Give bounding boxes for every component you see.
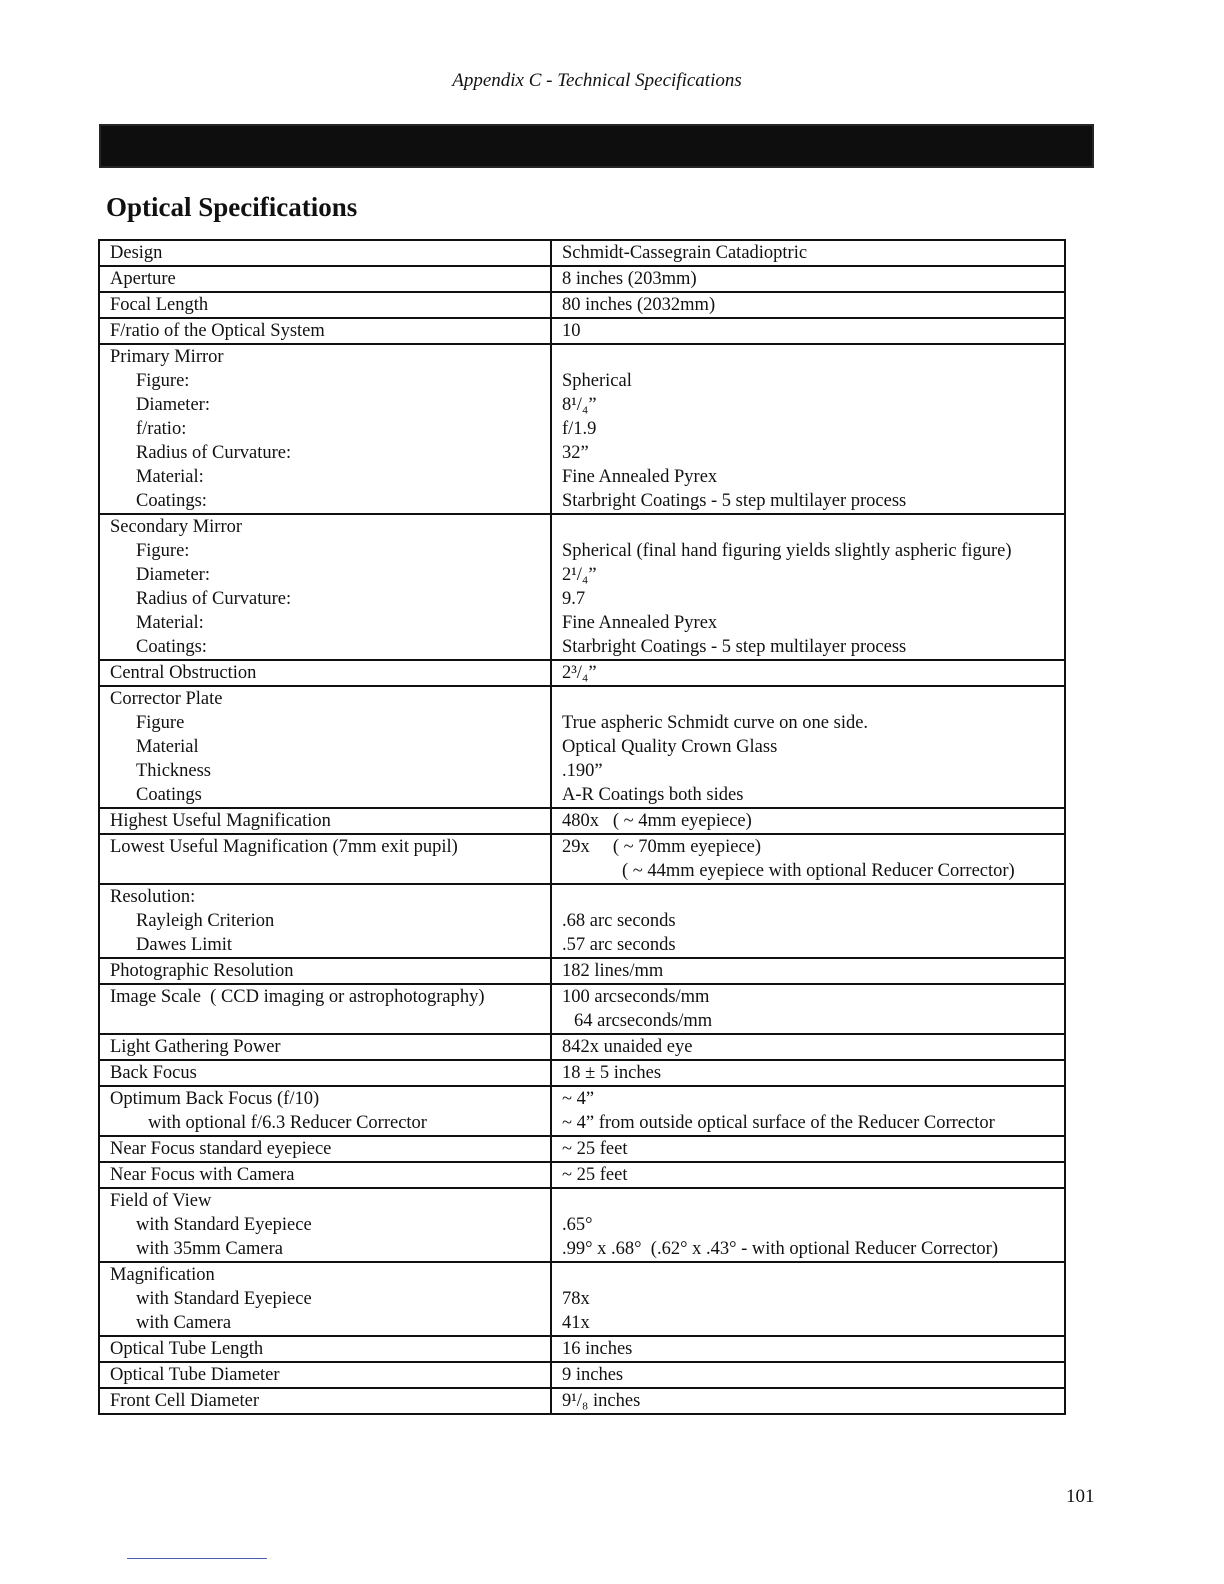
spec-label: Near Focus standard eyepiece bbox=[99, 1136, 551, 1162]
spec-value: 9.7 bbox=[562, 589, 586, 609]
table-row bbox=[99, 318, 1065, 344]
spec-value: 182 lines/mm bbox=[551, 958, 1065, 984]
page-number: 101 bbox=[1066, 1486, 1095, 1507]
spec-sub-label: Radius of Curvature: bbox=[136, 443, 292, 463]
spec-value: ~ 25 feet bbox=[551, 1162, 1065, 1188]
spec-sub-label: Material bbox=[136, 737, 199, 757]
spec-label: Light Gathering Power bbox=[99, 1034, 551, 1060]
spec-label: Optimum Back Focus (f/10) bbox=[110, 1089, 320, 1109]
spec-value: True aspheric Schmidt curve on one side. bbox=[562, 713, 869, 733]
spec-label-cell bbox=[99, 686, 551, 808]
spec-value: ~ 25 feet bbox=[551, 1136, 1065, 1162]
spec-value: 41x bbox=[562, 1313, 590, 1333]
table-row bbox=[99, 1188, 1065, 1262]
spec-label: Aperture bbox=[99, 266, 551, 292]
table-row bbox=[99, 1362, 1065, 1388]
section-banner bbox=[99, 124, 1094, 168]
spec-value: 80 inches (2032mm) bbox=[551, 292, 1065, 318]
spec-label-cell bbox=[99, 1188, 551, 1262]
spec-label: Focal Length bbox=[99, 292, 551, 318]
footnote-divider bbox=[127, 1558, 267, 1559]
spec-value-cell bbox=[551, 1262, 1065, 1336]
spec-label: Design bbox=[99, 240, 551, 266]
spec-value: 100 arcseconds/mm bbox=[562, 987, 710, 1007]
spec-sub-label: Dawes Limit bbox=[136, 935, 233, 955]
spec-group-label: Corrector Plate bbox=[110, 689, 223, 709]
spec-sub-label: Diameter: bbox=[136, 395, 210, 415]
spec-value: Schmidt-Cassegrain Catadioptric bbox=[551, 240, 1065, 266]
spec-value-cell bbox=[551, 884, 1065, 958]
spec-sub-label: Material: bbox=[136, 467, 204, 487]
spec-value-cell bbox=[551, 1086, 1065, 1136]
spec-sub-label: Figure: bbox=[136, 541, 190, 561]
spec-value: 29x ( ~ 70mm eyepiece) bbox=[562, 837, 762, 857]
spec-value: 2¹/₄” bbox=[562, 565, 597, 585]
spec-value: A-R Coatings both sides bbox=[562, 785, 744, 805]
table-row bbox=[99, 1262, 1065, 1336]
spec-value: ~ 4” bbox=[562, 1089, 595, 1109]
spec-value: Spherical (final hand figuring yields slightly aspheric figure) bbox=[562, 541, 1012, 561]
spec-label-cell bbox=[99, 344, 551, 514]
table-row bbox=[99, 884, 1065, 958]
spec-group-label: Secondary Mirror bbox=[110, 517, 243, 537]
spec-value: 842x unaided eye bbox=[551, 1034, 1065, 1060]
table-row bbox=[99, 1336, 1065, 1362]
spec-value-cell bbox=[551, 344, 1065, 514]
spec-label: Back Focus bbox=[99, 1060, 551, 1086]
table-row bbox=[99, 1086, 1065, 1136]
table-row bbox=[99, 240, 1065, 266]
spec-value: Starbright Coatings - 5 step multilayer process bbox=[562, 491, 907, 511]
spec-sub-label: Material: bbox=[136, 613, 204, 633]
spec-group-label: Resolution: bbox=[110, 887, 196, 907]
spec-value: Spherical bbox=[562, 371, 632, 391]
spec-label-cell bbox=[99, 1086, 551, 1136]
spec-label: Optical Tube Length bbox=[99, 1336, 551, 1362]
spec-value: 480x ( ~ 4mm eyepiece) bbox=[551, 808, 1065, 834]
spec-value: 9 inches bbox=[551, 1362, 1065, 1388]
spec-sub-label: Rayleigh Criterion bbox=[136, 911, 275, 931]
spec-sub-label: Diameter: bbox=[136, 565, 210, 585]
spec-sub-label: with 35mm Camera bbox=[136, 1239, 283, 1259]
spec-sub-label: with Camera bbox=[136, 1313, 232, 1333]
spec-label-cell bbox=[99, 1262, 551, 1336]
spec-value: ( ~ 44mm eyepiece with optional Reducer Corrector) bbox=[622, 861, 1015, 881]
table-row bbox=[99, 292, 1065, 318]
table-row bbox=[99, 984, 1065, 1034]
spec-label: Central Obstruction bbox=[99, 660, 551, 686]
spec-group-label: Magnification bbox=[110, 1265, 215, 1285]
spec-label-cell bbox=[99, 514, 551, 660]
table-row bbox=[99, 1060, 1065, 1086]
spec-value: f/1.9 bbox=[562, 419, 597, 439]
spec-value: 78x bbox=[562, 1289, 590, 1309]
spec-value: .65° bbox=[562, 1215, 593, 1235]
spec-value: 8¹/₄” bbox=[562, 395, 597, 415]
spec-sub-label: Thickness bbox=[136, 761, 212, 781]
spec-value: 32” bbox=[562, 443, 589, 463]
spec-sub-label: Radius of Curvature: bbox=[136, 589, 292, 609]
spec-value-cell bbox=[551, 834, 1065, 884]
table-row bbox=[99, 808, 1065, 834]
spec-value: Optical Quality Crown Glass bbox=[562, 737, 778, 757]
table-row bbox=[99, 686, 1065, 808]
spec-group-label: Field of View bbox=[110, 1191, 212, 1211]
spec-value: 64 arcseconds/mm bbox=[574, 1011, 713, 1031]
spec-value: .190” bbox=[562, 761, 603, 781]
spec-value: 8 inches (203mm) bbox=[551, 266, 1065, 292]
spec-value: Fine Annealed Pyrex bbox=[562, 613, 718, 633]
spec-label: Highest Useful Magnification bbox=[99, 808, 551, 834]
table-row bbox=[99, 958, 1065, 984]
table-row bbox=[99, 1388, 1065, 1414]
spec-value: 10 bbox=[551, 318, 1065, 344]
spec-sub-label: Coatings: bbox=[136, 637, 207, 657]
spec-sub-label: Figure bbox=[136, 713, 185, 733]
spec-label-cell bbox=[99, 884, 551, 958]
table-row bbox=[99, 1136, 1065, 1162]
spec-value-cell bbox=[551, 514, 1065, 660]
page-title: Optical Specifications bbox=[106, 192, 358, 222]
spec-value: 16 inches bbox=[551, 1336, 1065, 1362]
spec-sub-label: with optional f/6.3 Reducer Corrector bbox=[148, 1113, 427, 1133]
spec-value-cell bbox=[551, 686, 1065, 808]
spec-value-cell bbox=[551, 984, 1065, 1034]
spec-label: Near Focus with Camera bbox=[99, 1162, 551, 1188]
spec-value: .68 arc seconds bbox=[562, 911, 676, 931]
spec-value-cell bbox=[551, 1188, 1065, 1262]
optical-specifications-table bbox=[98, 239, 1066, 1415]
spec-value: Fine Annealed Pyrex bbox=[562, 467, 718, 487]
table-row bbox=[99, 266, 1065, 292]
spec-label: Lowest Useful Magnification (7mm exit pupil) bbox=[99, 834, 551, 884]
spec-sub-label: Coatings: bbox=[136, 491, 207, 511]
spec-sub-label: with Standard Eyepiece bbox=[136, 1215, 312, 1235]
spec-value: 18 ± 5 inches bbox=[551, 1060, 1065, 1086]
spec-value: 2³/₄” bbox=[551, 660, 1065, 686]
spec-value: Starbright Coatings - 5 step multilayer process bbox=[562, 637, 907, 657]
table-row bbox=[99, 834, 1065, 884]
spec-label: Front Cell Diameter bbox=[99, 1388, 551, 1414]
table-row bbox=[99, 1162, 1065, 1188]
spec-value: 9¹/₈ inches bbox=[551, 1388, 1065, 1414]
table-row bbox=[99, 344, 1065, 514]
table-row bbox=[99, 660, 1065, 686]
spec-label: F/ratio of the Optical System bbox=[99, 318, 551, 344]
running-head: Appendix C - Technical Specifications bbox=[452, 70, 742, 91]
spec-label: Photographic Resolution bbox=[99, 958, 551, 984]
spec-value: .57 arc seconds bbox=[562, 935, 676, 955]
spec-sub-label: Coatings bbox=[136, 785, 202, 805]
table-row bbox=[99, 514, 1065, 660]
spec-value: .99° x .68° (.62° x .43° - with optional Reducer Corrector) bbox=[562, 1239, 998, 1259]
spec-sub-label: with Standard Eyepiece bbox=[136, 1289, 312, 1309]
spec-label: Image Scale ( CCD imaging or astrophotography) bbox=[99, 984, 551, 1034]
spec-label: Optical Tube Diameter bbox=[99, 1362, 551, 1388]
spec-sub-label: Figure: bbox=[136, 371, 190, 391]
spec-group-label: Primary Mirror bbox=[110, 347, 224, 367]
spec-sub-label: f/ratio: bbox=[136, 419, 187, 439]
spec-value: ~ 4” from outside optical surface of the Reducer Corrector bbox=[562, 1113, 995, 1133]
table-row bbox=[99, 1034, 1065, 1060]
